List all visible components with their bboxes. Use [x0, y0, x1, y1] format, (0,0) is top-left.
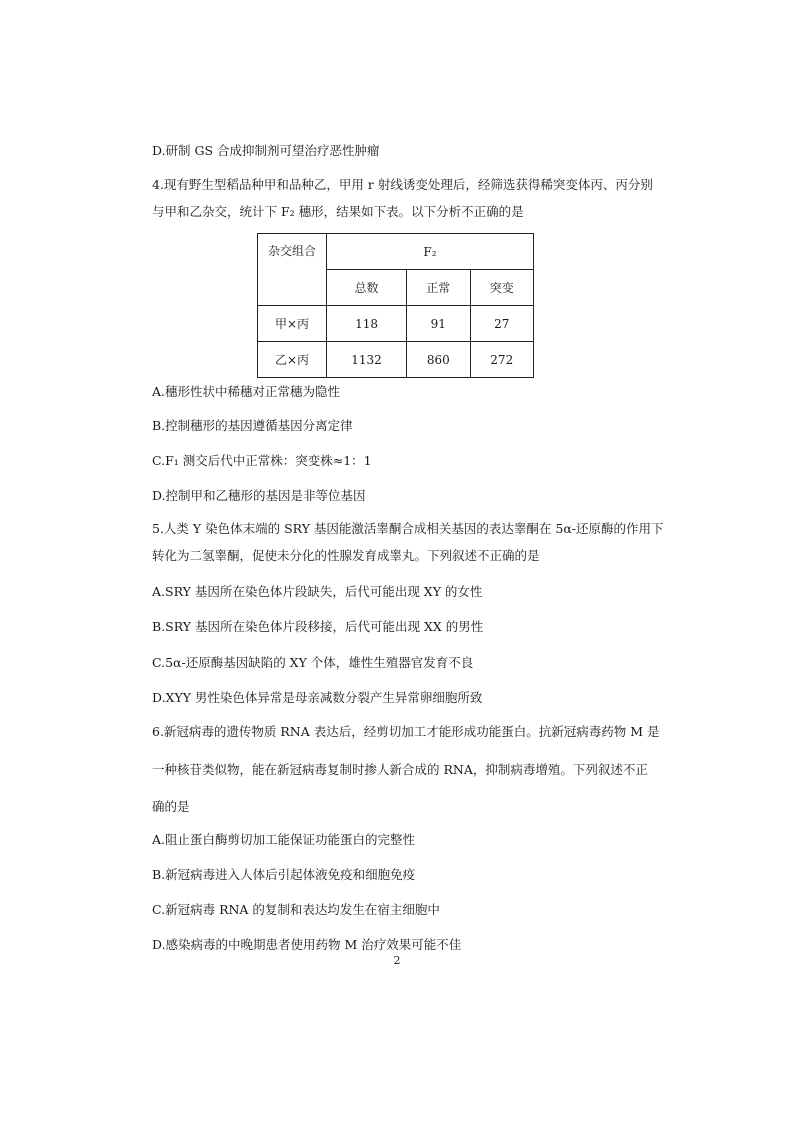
- f2-result-table: [257, 233, 534, 378]
- table-header-mutant: 突变: [470, 270, 533, 306]
- table-cell-cross: 乙×丙: [258, 342, 327, 378]
- question-5-stem-line-1: 5.人类 Y 染色体末端的 SRY 基因能激活睾酮合成相关基因的表达睾酮在 5α-还原酶的作用下: [152, 521, 664, 536]
- option-5d: D.XYY 男性染色体异常是母亲减数分裂产生异常卵细胞所致: [152, 690, 483, 705]
- table-cell-cross: 甲×丙: [258, 306, 327, 342]
- option-6c: C.新冠病毒 RNA 的复制和表达均发生在宿主细胞中: [152, 902, 440, 917]
- table-cell-mutant: 27: [470, 306, 533, 342]
- table-row: [258, 306, 534, 342]
- table-cell-normal: 860: [407, 342, 470, 378]
- option-4c: C.F₁ 测交后代中正常株：突变株≈1：1: [152, 453, 372, 468]
- question-6-stem-line-3: 确的是: [152, 799, 190, 814]
- option-6b: B.新冠病毒进入人体后引起体液免疫和细胞免疫: [152, 867, 416, 882]
- option-4a: A.穗形性状中稀穗对正常穗为隐性: [152, 384, 341, 399]
- table-cell-total: 1132: [327, 342, 407, 378]
- page-number: 2: [393, 954, 401, 967]
- table-header-normal: 正常: [407, 270, 470, 306]
- option-5c: C.5α-还原酶基因缺陷的 XY 个体，雄性生殖器官发育不良: [152, 655, 474, 670]
- option-5b: B.SRY 基因所在染色体片段移接，后代可能出现 XX 的男性: [152, 619, 484, 634]
- table-header-cross: 杂交组合: [258, 234, 327, 306]
- question-4-stem-line-1: 4.现有野生型稻品种甲和品种乙，甲用 r 射线诱变处理后，经筛选获得稀突变体丙、丙分别: [152, 177, 653, 192]
- question-4-stem-line-2: 与甲和乙杂交，统计下 F₂ 穗形，结果如下表。以下分析不正确的是: [152, 204, 524, 219]
- table-cell-total: 118: [327, 306, 407, 342]
- option-3d: D.研制 GS 合成抑制剂可望治疗恶性肿瘤: [152, 143, 380, 158]
- table-cell-mutant: 272: [470, 342, 533, 378]
- question-6-stem-line-1: 6.新冠病毒的遗传物质 RNA 表达后，经剪切加工才能形成功能蛋白。抗新冠病毒药物 M 是: [152, 724, 660, 739]
- table-header-total: 总数: [327, 270, 407, 306]
- option-6a: A.阻止蛋白酶剪切加工能保证功能蛋白的完整性: [152, 832, 416, 847]
- question-5-stem-line-2: 转化为二氢睾酮，促使未分化的性腺发育成睾丸。下列叙述不正确的是: [152, 548, 540, 563]
- table-header-f2: F₂: [327, 234, 534, 270]
- option-6d: D.感染病毒的中晚期患者使用药物 M 治疗效果可能不佳: [152, 937, 462, 952]
- table-row: [258, 342, 534, 378]
- option-4b: B.控制穗形的基因遵循基因分离定律: [152, 418, 353, 433]
- table-cell-normal: 91: [407, 306, 470, 342]
- question-6-stem-line-2: 一种核苷类似物，能在新冠病毒复制时掺人新合成的 RNA，抑制病毒增殖。下列叙述不正: [152, 762, 648, 777]
- option-4d: D.控制甲和乙穗形的基因是非等位基因: [152, 488, 366, 503]
- option-5a: A.SRY 基因所在染色体片段缺失，后代可能出现 XY 的女性: [152, 584, 483, 599]
